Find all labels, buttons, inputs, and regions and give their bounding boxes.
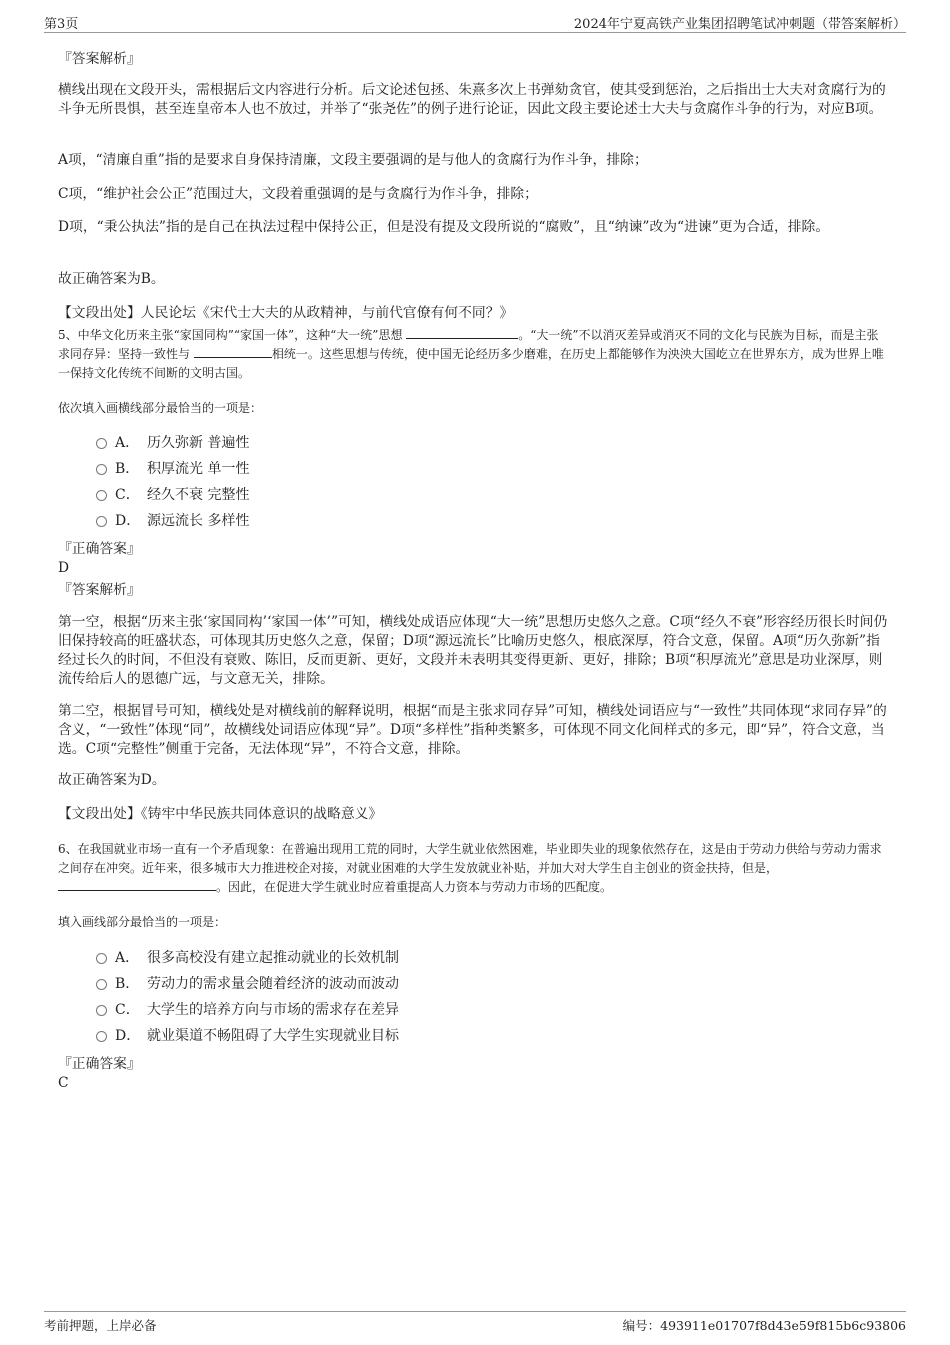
radio-icon[interactable] bbox=[96, 464, 107, 475]
document-title: 2024年宁夏高铁产业集团招聘笔试冲刺题（带答案解析） bbox=[573, 17, 906, 32]
radio-icon[interactable] bbox=[96, 979, 107, 990]
radio-icon[interactable] bbox=[96, 490, 107, 501]
page-number: 第3页 bbox=[44, 17, 79, 32]
radio-icon[interactable] bbox=[96, 1005, 107, 1016]
radio-icon[interactable] bbox=[96, 953, 107, 964]
radio-icon[interactable] bbox=[96, 1031, 107, 1042]
q5-analysis-p1: 第一空，根据“历来主张‘家国同构’‘家国一体’”可知，横线处成语应体现“大一统”思想历史悠久之意。C项“经久不衰”形容经历很长时间仍旧保持较高的旺盛状态，可体现其历史悠久之意，保留；D项“源远流长”比喻历史悠久，根底深厚，符合文意，保留。A项“历久弥新”指经过长久的时间，不但没有衰败、陈旧，反而更新、更好，文段并未表明其变得更新、更好，排除；B项“积厚流光”意思是功业深厚，则流传给后人的恩德广远，与文意无关，排除。 bbox=[58, 614, 888, 687]
q5-source: 【文段出处】《铸牢中华民族共同体意识的战略意义》 bbox=[58, 806, 383, 822]
q6-answer-label: 『正确答案』 bbox=[58, 1056, 141, 1072]
q4-conclusion: 故正确答案为B。 bbox=[58, 271, 165, 287]
q4-analysis-label: 『答案解析』 bbox=[58, 51, 141, 67]
q4-analysis-p3: C项，“维护社会公正”范围过大，文段着重强调的是与贪腐行为作斗争，排除； bbox=[58, 186, 538, 202]
page-footer bbox=[44, 1311, 906, 1336]
q4-analysis-p1: 横线出现在文段开头，需根据后文内容进行分析。后文论述包拯、朱熹多次上书弹劾贪官，使其受到惩治，之后指出士大夫对贪腐行为的斗争无所畏惧，甚至连皇帝本人也不放过，并举了“张尧佐”的例子进行论证，因此文段主要论述士大夫与贪腐作斗争的行为，对应B项。 bbox=[58, 82, 886, 117]
q5-analysis-p2: 第二空，根据冒号可知，横线处是对横线前的解释说明，根据“而是主张求同存异”可知，横线处词语应与“一致性”共同体现“求同存异”的含义，“一致性”体现“同”，故横线处词语应体现“异”。D项“多样性”指种类繁多，可体现不同文化间样式的多元，即“异”，符合文意，当选。C项“完整性”侧重于完备，无法体现“异”，不符合文意，排除。 bbox=[58, 703, 887, 757]
q5-option-c[interactable]: C． 经久不衰 完整性 bbox=[96, 485, 249, 505]
q6-blank bbox=[58, 878, 216, 891]
q4-analysis-p2: A项，“清廉自重”指的是要求自身保持清廉，文段主要强调的是与他人的贪腐行为作斗争，排除； bbox=[58, 152, 648, 168]
q6-option-b[interactable]: B． 劳动力的需求量会随着经济的波动而波动 bbox=[96, 974, 399, 994]
q5-prompt: 依次填入画横线部分最恰当的一项是： bbox=[58, 401, 263, 415]
footer-serial: 编号：493911e01707f8d43e59f815b6c93806 bbox=[622, 1318, 906, 1333]
q5-answer-label: 『正确答案』 bbox=[58, 541, 141, 557]
q6-prompt: 填入画线部分最恰当的一项是： bbox=[58, 915, 227, 929]
q6-option-a[interactable]: A． 很多高校没有建立起推动就业的长效机制 bbox=[96, 948, 399, 968]
q6-stem: 6、在我国就业市场一直有一个矛盾现象：在普遍出现用工荒的同时，大学生就业依然困难，毕业即失业的现象依然存在，这是由于劳动力供给与劳动力需求之间存在冲突。近年来，很多城市大力推进校企对接，对就业困难的大学生发放就业补贴，并加大对大学生自主创业的资金扶持，但是， 。因此，在促进大学生就业时应着重提高人力资本与劳动力市场的匹配度。 bbox=[58, 842, 882, 894]
q5-conclusion: 故正确答案为D。 bbox=[58, 772, 166, 788]
q5-option-d[interactable]: D． 源远流长 多样性 bbox=[96, 511, 249, 531]
q4-analysis-p4: D项，“秉公执法”指的是自己在执法过程中保持公正，但是没有提及文段所说的“腐败”，且“纳谏”改为“进谏”更为合适，排除。 bbox=[58, 219, 830, 235]
q6-answer: C bbox=[58, 1075, 69, 1091]
q5-option-b[interactable]: B． 积厚流光 单一性 bbox=[96, 459, 249, 479]
q5-analysis-label: 『答案解析』 bbox=[58, 582, 141, 598]
q4-source: 【文段出处】人民论坛《宋代士大夫的从政精神，与前代官僚有何不同？》 bbox=[58, 305, 514, 321]
q5-blank-2 bbox=[194, 345, 272, 358]
q5-stem: 5、中华文化历来主张“家国同构”“家国一体”，这种“大一统”思想 。“大一统”不以消灭差异或消灭不同的文化与民族为目标，而是主张求同存异：坚持一致性与 相统一。这些思想与传统，使中国无论经历多少磨难，在历史上都能够作为泱泱大国屹立在世界东方，成为世界上唯一保持文化传统不间断的文明古国。 bbox=[58, 328, 884, 380]
radio-icon[interactable] bbox=[96, 438, 107, 449]
q6-option-c[interactable]: C． 大学生的培养方向与市场的需求存在差异 bbox=[96, 1000, 399, 1020]
q6-option-d[interactable]: D． 就业渠道不畅阻碍了大学生实现就业目标 bbox=[96, 1026, 399, 1046]
radio-icon[interactable] bbox=[96, 516, 107, 527]
q5-blank-1 bbox=[406, 326, 518, 339]
q5-answer: D bbox=[58, 560, 70, 576]
page-header bbox=[44, 10, 906, 33]
footer-slogan: 考前押题，上岸必备 bbox=[44, 1318, 157, 1333]
q5-option-a[interactable]: A． 历久弥新 普遍性 bbox=[96, 433, 249, 453]
